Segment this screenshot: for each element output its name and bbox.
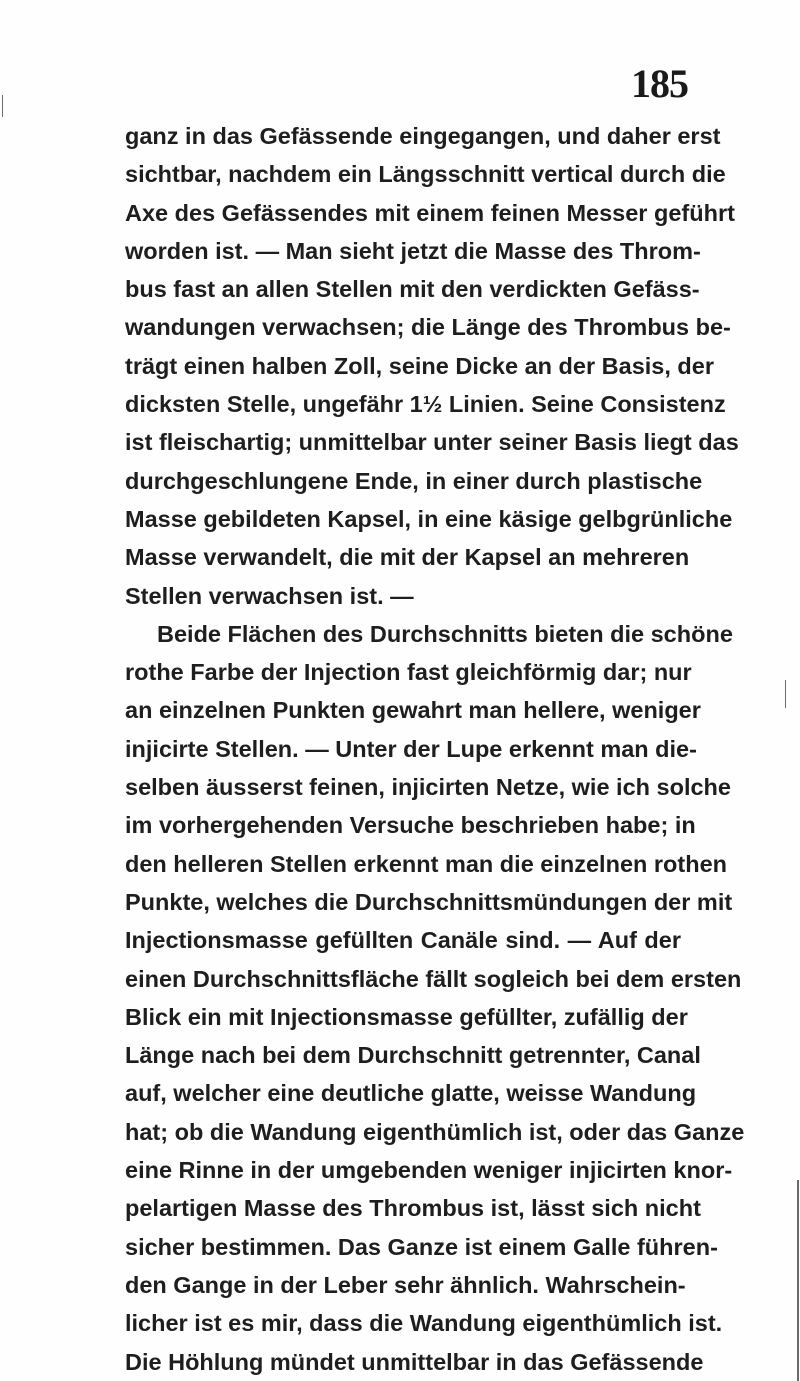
text-line: Die Höhlung mündet unmittelbar in das Gefässende	[125, 1348, 704, 1375]
text-line: an einzelnen Punkten gewahrt man hellere, weniger	[125, 697, 701, 724]
text-line: den helleren Stellen erkennt man die einzelnen rothen	[125, 850, 728, 877]
text-line: rothe Farbe der Injection fast gleichförmig dar; nur	[125, 659, 692, 686]
text-line: im vorhergehenden Versuche beschrieben habe; in	[125, 812, 696, 839]
text-line: sicher bestimmen. Das Ganze ist einem Galle führen-	[125, 1233, 718, 1260]
text-line: selben äusserst feinen, injicirten Netze, wie ich solche	[125, 774, 731, 801]
text-line: Axe des Gefässendes mit einem feinen Messer geführt	[125, 199, 735, 226]
text-line: trägt einen halben Zoll, seine Dicke an der Basis, der	[125, 352, 714, 379]
text-line: Injectionsmasse gefüllten Canäle sind. — Auf der	[125, 927, 681, 954]
text-line: Länge nach bei dem Durchschnitt getrennter, Canal	[125, 1042, 701, 1069]
text-line: ist fleischartig; unmittelbar unter seiner Basis liegt das	[125, 429, 739, 456]
text-line: ganz in das Gefässende eingegangen, und daher erst	[125, 123, 721, 149]
text-line: worden ist. — Man sieht jetzt die Masse des Throm-	[125, 237, 701, 264]
text-line: einen Durchschnittsfläche fällt sogleich bei dem ersten	[125, 965, 742, 992]
text-line: den Gange in der Leber sehr ähnlich. Wahrschein-	[125, 1271, 686, 1298]
text-line: Masse verwandelt, die mit der Kapsel an mehreren	[125, 544, 690, 571]
text-line: wandungen verwachsen; die Länge des Thrombus be-	[125, 314, 731, 341]
text-line: Masse gebildeten Kapsel, in eine käsige gelbgrünliche	[125, 505, 733, 532]
text-line: eine Rinne in der umgebenden weniger injicirten knor-	[125, 1157, 733, 1184]
body-text	[125, 117, 745, 1381]
text-line: auf, welcher eine deutliche glatte, weisse Wandung	[125, 1080, 697, 1107]
text-line: pelartigen Masse des Thrombus ist, lässt sich nicht	[125, 1195, 701, 1222]
text-line: hat; ob die Wandung eigenthümlich ist, oder das Ganze	[125, 1118, 745, 1145]
text-line: dicksten Stelle, ungefähr 1½ Linien. Seine Consistenz	[125, 391, 726, 418]
text-line: sichtbar, nachdem ein Längsschnitt vertical durch die	[125, 161, 726, 188]
text-line: bus fast an allen Stellen mit den verdickten Gefäss-	[125, 276, 700, 303]
text-line: Stellen verwachsen ist. —	[125, 582, 414, 609]
scan-edge-mark	[785, 680, 786, 708]
text-line: Beide Flächen des Durchschnitts bieten die schöne	[157, 620, 733, 647]
page-number: 185	[631, 61, 688, 106]
text-line: durchgeschlungene Ende, in einer durch plastische	[125, 467, 703, 494]
scan-edge-mark	[2, 95, 3, 117]
text-line: Punkte, welches die Durchschnittsmündungen der mit	[125, 888, 733, 915]
text-line: licher ist es mir, dass die Wandung eigenthümlich ist.	[125, 1310, 723, 1337]
scan-edge-mark	[797, 1180, 799, 1381]
text-line: injicirte Stellen. — Unter der Lupe erkennt man die-	[125, 735, 697, 762]
text-line: Blick ein mit Injectionsmasse gefüllter, zufällig der	[125, 1003, 688, 1030]
